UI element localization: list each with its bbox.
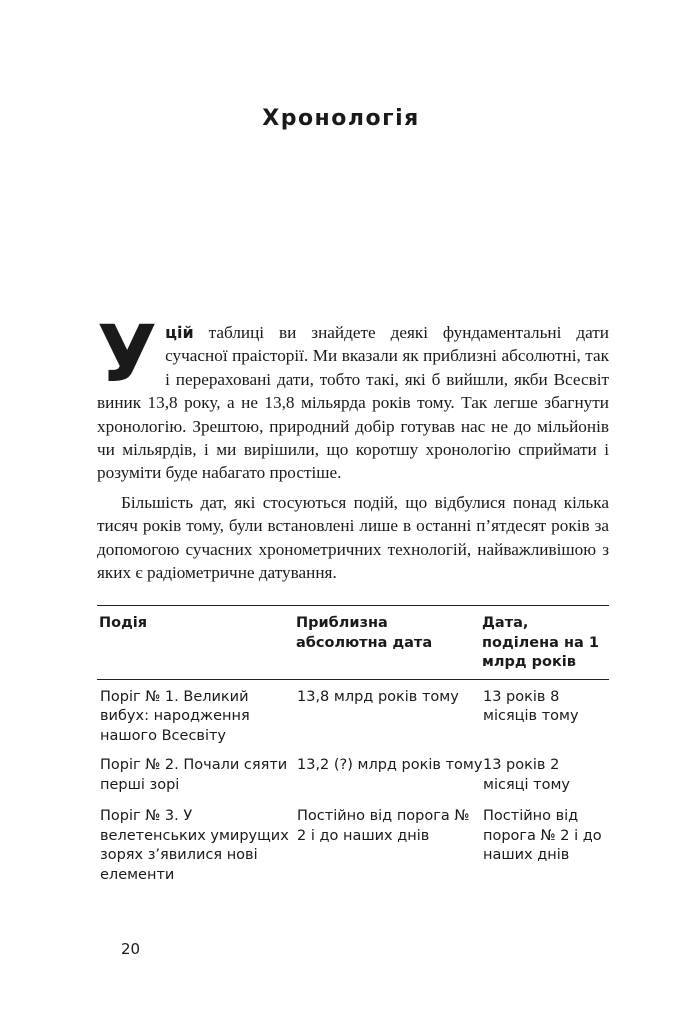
cell-scaled-date: 13 років 8 місяців тому (483, 688, 579, 724)
header-scaled-date: Дата, поділена на 1 млрд років (482, 615, 599, 670)
drop-cap: У (97, 310, 158, 400)
table-row (97, 688, 609, 747)
page-number: 20 (121, 940, 141, 958)
intro-paragraph-1 (97, 310, 609, 485)
cell-event: Поріг № 1. Великий вибух: народження нашого Всесвіту (100, 688, 250, 744)
cell-scaled-date: Постійно від порога № 2 і до наших днів (483, 808, 602, 863)
cell-absolute-date: Постійно від порога № 2 і до наших днів (297, 808, 470, 844)
header-absolute-date: Приблизна абсолютна дата (296, 615, 433, 651)
chronology-table (97, 605, 609, 885)
table-row (97, 807, 609, 885)
cell-scaled-date: 13 років 2 місяці тому (483, 757, 571, 793)
lead-word: цій (165, 323, 194, 342)
intro-paragraph-1-text: таблиці ви знайдете деякі фундаментальні дати сучасної праісторії. Ми вказали як приблизні абсолютні, так і перераховані дати, тобто такі, які б вийшли, якби Всесвіт виник 13,8 року, а не 13,8 мільярда років тому. Так легше збагнути хронологію. Зрештою, природний добір готував нас не до мільйонів чи мільярдів, і ми вирішили, що коротшу хронологію сприймати і розуміти буде набагато простіше. (97, 323, 609, 483)
cell-absolute-date: 13,8 млрд років тому (297, 688, 459, 705)
table-header-rule (97, 679, 609, 680)
cell-event: Поріг № 2. Почали сяяти перші зорі (100, 757, 288, 793)
table-row (97, 756, 609, 795)
chapter-title: Хронологія (262, 106, 420, 131)
cell-absolute-date: 13,2 (?) млрд років тому (297, 757, 483, 773)
cell-event: Поріг № 3. У велетенських умирущих зорях з’явилися нові елементи (100, 808, 289, 883)
header-event: Подія (99, 615, 148, 631)
table-header-row (97, 606, 609, 679)
intro-paragraph-2: Більшість дат, які стосуються подій, що відбулися понад кілька тисяч років тому, були встановлені лише в останні п’ятдесят років за допомогою сучасних хронометричних технологій, найважливішою з яких є радіометричне датування. (97, 493, 609, 583)
